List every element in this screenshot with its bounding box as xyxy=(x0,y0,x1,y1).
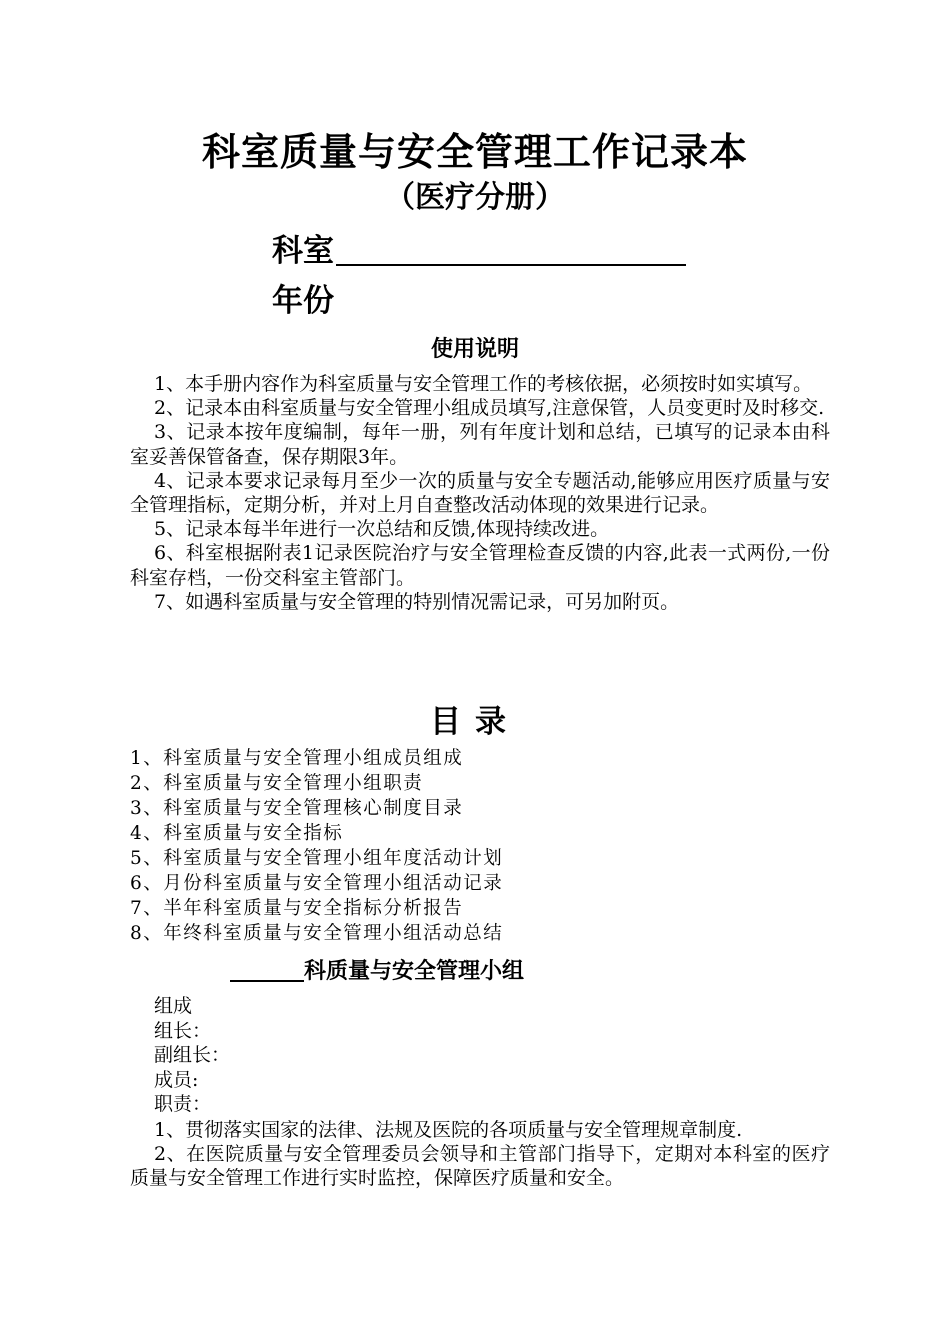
toc-item: 2、科室质量与安全管理小组职责 xyxy=(130,773,424,794)
instructions-heading: 使用说明 xyxy=(430,337,519,362)
instruction-item: 4、记录本要求记录每月至少一次的质量与安全专题活动,能够应用医疗质量与安全管理指标，定期分析，并对上月自查整改活动体现的效果进行记录。 xyxy=(130,469,830,517)
year-label: 年份 xyxy=(272,283,334,319)
instruction-item: 3、记录本按年度编制，每年一册，列有年度计划和总结，已填写的记录本由科室妥善保管备查，保存期限3年。 xyxy=(130,421,830,468)
toc-item: 3、科室质量与安全管理核心制度目录 xyxy=(130,798,464,819)
instruction-item: 6、科室根据附表1记录医院治疗与安全管理检查反馈的内容,此表一式两份,一份科室存档，一份交科室主管部门。 xyxy=(130,542,830,589)
instruction-item: 1、本手册内容作为科室质量与安全管理工作的考核依据，必须按时如实填写。 xyxy=(154,373,813,395)
group-field-label: 组长： xyxy=(154,1019,212,1042)
duty-item: 1、贯彻落实国家的法律、法规及医院的各项质量与安全管理规章制度. xyxy=(154,1119,743,1141)
duties-list xyxy=(130,1118,830,1191)
department-field xyxy=(272,228,686,274)
group-section-title xyxy=(230,956,524,988)
instruction-item: 5、记录本每半年进行一次总结和反馈,体现持续改进。 xyxy=(154,518,610,541)
toc-item: 7、半年科室质量与安全指标分析报告 xyxy=(130,898,464,919)
document-subtitle: （医疗分册） xyxy=(385,180,565,215)
toc-item: 4、科室质量与安全指标 xyxy=(130,823,344,844)
group-field-label: 成员: xyxy=(154,1068,199,1091)
toc-item: 6、月份科室质量与安全管理小组活动记录 xyxy=(130,873,504,894)
toc-list xyxy=(130,746,830,946)
department-blank-line xyxy=(336,228,686,266)
instructions-list xyxy=(130,372,830,614)
duty-item: 2、在医院质量与安全管理委员会领导和主管部门指导下，定期对本科室的医疗质量与安全管理工作进行实时监控，保障医疗质量和安全。 xyxy=(130,1143,830,1190)
toc-heading: 目录 xyxy=(430,704,520,740)
toc-item: 5、科室质量与安全管理小组年度活动计划 xyxy=(130,848,504,869)
department-label: 科室 xyxy=(272,233,334,269)
group-field-label: 副组长： xyxy=(154,1044,231,1066)
instruction-item: 2、记录本由科室质量与安全管理小组成员填写,注意保管，人员变更时及时移交. xyxy=(154,397,825,420)
instruction-item: 7、如遇科室质量与安全管理的特别情况需记录，可另加附页。 xyxy=(154,590,680,613)
group-field-label: 职责： xyxy=(154,1093,212,1115)
year-field xyxy=(272,278,334,324)
group-fields xyxy=(154,994,230,1117)
toc-item: 1、科室质量与安全管理小组成员组成 xyxy=(130,748,464,769)
group-name-blank-line xyxy=(230,956,304,982)
document-title: 科室质量与安全管理工作记录本 xyxy=(201,130,748,174)
group-title-text: 科质量与安全管理小组 xyxy=(304,959,525,984)
toc-item: 8、年终科室质量与安全管理小组活动总结 xyxy=(130,923,504,944)
group-field-label: 组成 xyxy=(154,995,193,1017)
